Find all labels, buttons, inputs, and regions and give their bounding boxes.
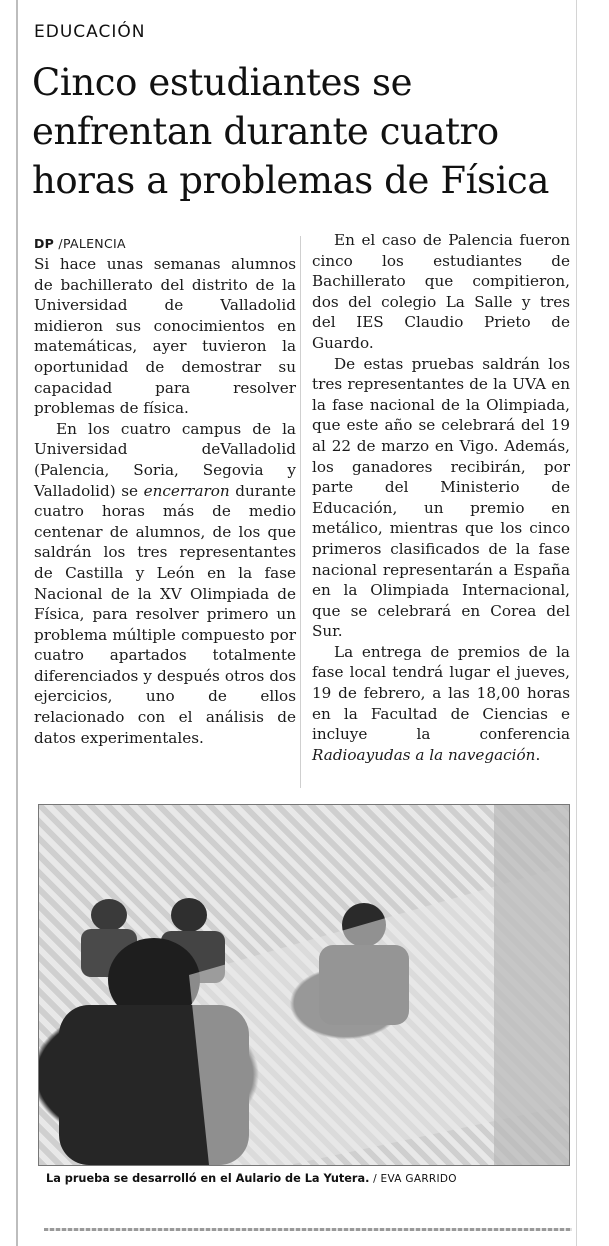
headline: Cinco estudiantes se enfrentan durante cuatro horas a problemas de Física [32,61,550,202]
paragraph-2-text-a: En los cuatro campus de la Universidad deValladolid (Palencia, Soria, Segovia y Valladolid) se [34,419,296,500]
article-column-left [34,234,296,748]
section-label: EDUCACIÓN [34,22,146,42]
bottom-rule [44,1228,572,1231]
byline-place: PALENCIA [62,236,126,251]
paragraph-5-text-b: . [535,745,541,764]
byline-separator: / [54,236,63,251]
paragraph-5 [312,642,570,766]
article-column-right [312,230,570,765]
paragraph-2 [34,419,296,749]
classroom-photo-drawing [39,805,569,1165]
paragraph-2-emphasis: encerraron [143,481,230,500]
column-divider [300,236,301,788]
paragraph-1: Si hace unas semanas alumnos de bachillerato del distrito de la Universidad de Valladolid midieron sus conocimientos en matemáticas, ayer tuvieron la oportunidad de demostrar su capacidad para resolver problemas de física. [34,255,296,418]
byline-agency: DP [34,236,55,251]
paragraph-5-text-a: La entrega de premios de la fase local tendrá lugar el jueves, 19 de febrero, a las 18,00 horas en la Facultad de Ciencias e incluye la conferencia [312,642,570,744]
caption-text: La prueba se desarrolló en el Aulario de La Yutera. [46,1172,370,1185]
photo-credit: / EVA GARRIDO [369,1173,457,1185]
photo-caption [46,1172,457,1185]
scan-edge-left [16,0,18,1246]
paragraph-4: De estas pruebas saldrán los tres representantes de la UVA en la fase nacional de la Olimpiada, que este año se celebrará del 19 al 22 de marzo en Vigo. Además, los ganadores recibirán, por parte del Ministerio de Educación, un premio en metálico, mientras que los cinco primeros clasificados de la fase nacional representarán a España en la Olimpiada Internacional, que se celebrará en Corea del Sur. [312,354,570,641]
paragraph-2-text-b: durante cuatro horas más de medio centenar de alumnos, de los que saldrán los tres representantes de Castilla y León en la fase Nacional de la XV Olimpiada de Física, para resolver primero un problema múltiple compuesto por cuatro apartados totalmente diferenciados y después otros dos ejercicios, uno de ellos relacionado con el análisis de datos experimentales. [34,481,296,747]
paragraph-5-emphasis: Radioayudas a la navegación [312,745,536,764]
article-photo [38,804,570,1166]
byline [34,234,296,254]
paragraph-3: En el caso de Palencia fueron cinco los estudiantes de Bachillerato que compitieron, dos del colegio La Salle y tres del IES Claudio Prieto de Guardo. [312,231,570,352]
scan-edge-right [576,0,577,1246]
